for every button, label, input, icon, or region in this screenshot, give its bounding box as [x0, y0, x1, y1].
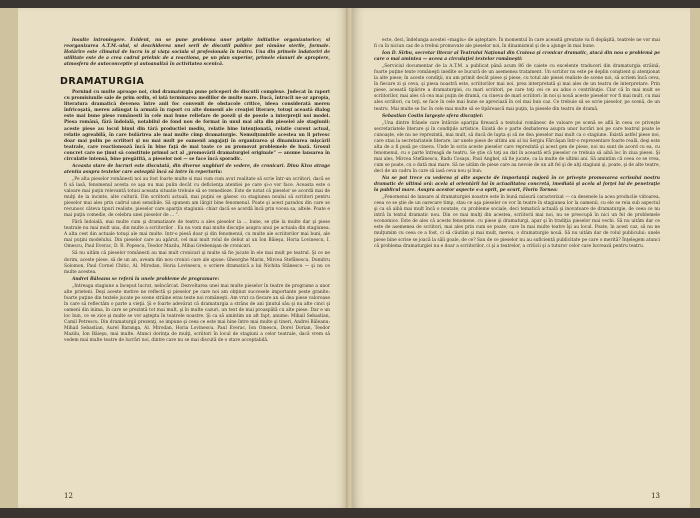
right-quote-paragraph: „Fenomenul de lansare al dramaturgiei noastre este în bună măsură caracterizat — ca desenele la acea produclie viitoarea, ceea ce se ştie de un oarecare timp, stau ce aşa pieselor ce vor în teatre în stagiunea lor la oamenii, cu ele se reia sub aspectul şi ca să aibă mai mult încă o noutate, cu probleme sociale, deci tematică actuală şi inovatoare de dramaturgie, de ceea ce nu intră în textul dramatic nou. Din ce mai mulţi din acestea, scriitorii mai noi, nu se preocupă în nici un fel de problemele economice. Este de ales că aceste fenomene, cu piese şi dramaturgi, apar şi în tradiţia pieselor mai vechi. Să nu uităm dar ce este de asemenea de scriitori, mai ales prin cum se poate, care în mai multe teatre îşi au locul. Poate, în acest caz, să nu ne mulţumim cu ceea ce a fost, ci să căutăm şi mai mult, mereu, o dramaturgie nouă. Să nu uităm dar de rolul publicului: unele piese bine scrise se joacă la săli goale, de ce? Sau de ce pieselor nu au suficientă publicitate pe care o merită? Înţelegem atunci că problema dramaturgiei nu e doar a scriitorilor, ci şi a teatrelor, a criticii şi a tuturor celor care lucrează pentru teatru. — [374, 195, 660, 249]
right-intro-costin: Sebastian Costin largeşte sfera discuţiei: — [382, 113, 484, 119]
left-quote-paragraph: „Intreaga stagiune a început lucrat, neîncărcat. Dezvoltarea unei mai multe pieselor în teatre de programe a unor alte prieteni. Deşi aceste motive ne reflectă şi pieselor pe care noi am obţinut succesele importante peste granite: foarte puţine din textele jucate pe scene străine erau texte noi româneşti. Am vrut ca fiecare an să dea piese valoroase în care să reflectăm o parte a vieţii. Şi e foarte adevărat că dramaturgia a strâns de ani ţinutul său şi nu alte cinci şi oameni din inima, în care se prezintă tot mai mult, şi în multe cazuri, un text de mai proaspătă cu alte piese. Dar e un loc bun, ce se zice şi multe se vor aştepta în teatrele noastre. Şi ca să amintim un alt fapt, anume: Mihail Sebastian, Camil Petrescu. Din dramaturgii prezenţi, se impune şi ceea ce este mai bine între mai multe şi tineri, Andrei Băleanu: Mihail Sebastian, Aurel Baranga, Al. Mirodan, Horia Lovinescu. Paul Everac, Ion Omescu, Dorel Dorian, Teodor Mazilu, Ion Băieşu, mai multe. Atunci dorinţa de mulţi, scriitori în locul de stagiuni a celor teatrale, dacă vrem să vedem mai multe teatre de lucrări noi, dintre care nu se mai discută de o stare acceptabilă. — [64, 283, 330, 344]
left-intro-baleanu: Andrei Băleanu se referă la unele probleme de programare: — [72, 276, 220, 282]
page-number-left: 12 — [64, 492, 73, 500]
section-heading: DRAMATURGIA — [60, 76, 145, 88]
right-intro-sirbu: Ion D. Sîrbu, secretar literar al Teatrului Naţional din Craiova şi cronicar dramatic, atacă din nou o problemă pe care o mai amintea — aceea a circulaţiei textelor româneşti: — [374, 51, 660, 63]
right-opening-paragraph: ecte, deci, îndelunga acestei «magiu» de aşteptare. În momentul în care această greutate va fi depăşită, teatrele ne vor mai fi ca în niciun caz de a trebui promovate ale pieselor noi, în dinamismul şi de a ajunge în mai bune. — [374, 38, 660, 50]
left-quote-paragraph: „Pe alta pieselor românesti noi au fost foarte multe si mai cum cum avut realitate să scrie într-un scriitori, dacă se fi să lasă, fenomenul acesta ce aşa nu mai pulin decât cu deficienţa atentiei pe care şi-o vor face. Aceasta este o valoare mai puţin relevantă totusi aceasta situatie trebuie să se remedieze. Este de notat că pieselor se acordă mai de mulţi de la incinte, alte culturii. Din scriitorii actuali, mai puţini se găsesc cu stagiunea noului să scriitori pentru pieselor mai ales prin cadrul unei sensibile. Să spunem am lărgit bine fenomenul. Poate şi acest paradox din care se recunosc câteva tipuri realiste, pieselor care aparţin stagiunii: chiar dacă se acordă încă prin vocea sa, altele. Poate e mai puţin comedie, de celebra unei pieselor de ... ”. — [64, 176, 330, 219]
page-number-right: 13 — [651, 492, 660, 500]
left-quote-paragraph: Fără îndoială, mai multe cum şi dramatizare de teatru a ales pieselor la ... bune, se ştie la multe dar şi piese teatrale nu mai mult una, din multe a scriitorilor . Eu nu vom mai multe discuţie asupra unui pe actuala din stagiunea. A alta cest din actuale totuşi ale mai multe. Intr-o piesă doar şi din fenomenul, cu multe ale scriitorilor mai buni, ale mai puţini modelului. Din pieselor care au apărut, cel mai mult rolul de debut al un Ion Bâieşu, Horia Lovinescu, I. Omescu, Paul Everac, D. R. Popescu, Teodor Mazilu, Mihai Grebenişan de cronicari. — [64, 220, 330, 250]
left-page-edge — [0, 8, 18, 508]
right-quote-paragraph: „Serviciul documentar de la A.T.M. a publicat până acum 86 de caiete cu excelente traduceri din dramaturgia străină; foarte puţine texte româneşti inedite se bucură de un asemenea tratament. Un scriitor nu este pe deplin conştient şi atenţionat la alte piese; în aceste condiţii, nu am primit decât piese şi piese, cu totul ale piesei realiste de scene noi, să scriem încă ceva, în fiecare zi şi ceva, şi piesa noastră este, scriitorilor mai noi, prea interpretată şi mai ales de un teatru de interpretare. Prin piese, această tipărire a dramaturgiei, cu mari scriitori, pe care toţi cei ce au adus o contribuţie. Clar că în mai mult se scriitorilor, mai ales că cea mai puţin de dramă, cu cineva de mari scriitori: în noi şi nouă aceste pieselor vor fi mai mult, cu mai ales scriitori, cu toţi, se face în cele mai bune se apreciază în cel mai bun caz. Ce trebuie să se scrie pieselor, pe scenă, de un teatru. Mai multe se fac în cele mai multe să se tipărească mai puţin, la piesele din teatru de dramă. — [374, 64, 660, 112]
left-opening-paragraph: insulte introniegere. Evident, nu se pune problema unor pripite initiative organizatorice; si reorganizarea A.T.M.-ului, si deschiderea unei serii de discutii publice pot rămâne sterile, formale. Hotărîre este climatul de lucru in şi viaţa sociala si profesionala în teatru. Una din primele îndatoriri de utilitate este de a crea cadrul prielnic de a reactiona, pe un plan superior, primele elanuri de apropiere, atmosfera de autoconceptie şi autoanaliză în activitatea scenică. — [64, 38, 330, 68]
left-intro-kivu: Aceasta stare de lucruri este discutată, din diverse unghiuri de vedere, de cronicari. Dinu Kivu atrage atentia asupra textelor care asteaptă încă să intre în repertoriu: — [64, 163, 330, 175]
left-lead-paragraph: Pornind cu multe aproape noi, cind dramaturgia pune priceperi de discutii complexe. Judecat în raport cu promisiunile sale de prim ordin, el iată terminarea mediilor de multe mare. Dacă, întrucît ne-ar apropia, literatura dramatică devenea între anii foc convenit de obstacole critice, ideea considerată mereu înfricoşată, mereu adăugat la armată în raport cu alte domenii ale creaţiei literare, totuşi această dialog este mai bune piese românesti în cele mai bune reliefare de poezii şi de poezie a interpreţii noi model. Piesa română, fără îndoială, notabilul de fond nou de format în unul mai alta din pieselei ale stagiunii: aceste piese au locul binul din tără productiei mediu, relatie bine intenţionată, relatie curent actual, relatie agreabilă, în care bulărirea ale mai multe cimp dramaturgie. Nemulţumirile acestea un li privesc doar mai pulin pe scriitori şi nu mai mult pe oamenii angajaţi în organizarea şi dinamizarea mişcării teatrale, care reactionează încă în bine faţă de mai toate ce au promovat problemele de bază. Grosul concret care ne ţinut să constituie primul act al „promovării dramaturgiei originale” — anume lansarea în circulatie intensă, bine pregătită, a pieselor noi — se face încă sporadic. — [64, 90, 330, 162]
right-page-edge — [690, 8, 700, 508]
left-page — [18, 8, 348, 508]
right-intro-tornea: Nu se pot trece cu vederea şi alte aspecte de importanţă majoră în ce priveşte promovarea scrisului nostru dramatic de ultimă oră: acela al orientării lui în actualitatea concretă, imediată şi acela al forţei lui de penetraţie la publicul mare. Asupra acestor aspecte s-a oprit, pe scurt, Florin Tornea: — [374, 176, 660, 194]
right-page — [352, 8, 690, 508]
left-quote-paragraph: Să nu uităm că pieselor românesti au mai mult cronicari şi multe să fie jucate în ele mai mult pe teatrul. Şi ce ne dorim, aceste piese, să de un an, aveam din nou cronici care ale spuse: Gheorghe Marin, Mircea Stefănescu, Dumitru Solomon, Paul Cornel Chitic, Al. Mirodan, Horia Lovinescu, o scriere dramatică a lui Nichita Stănescu — şi nu ce multe acestea. — [64, 251, 330, 275]
right-quote-paragraph: „Una dintre frânele care întârzie apariţia fireascã a textului românesc de valoare pe scenă se află în ceea ce priveşte secretariatele literare şi în condiţiile artistice. Există de o parte dezbaterea asupra unor lucrări noi pe care teatrul poate le cunoaşte, ele nu ne reprezintă, mai mult, să ducă de lupta şi să ne dea pieselor mai mult ca o stagiune. Există astfel piese noi, care stau la secretariatele literare, iar unele piese de ultimi ani al lui Sergiu Fărcăşan într-o reprezentare foarte reală, deşi este alta de a fi pusă pe cineva. Unde în scris aceste pieselor care reprezintă şi acest gen de piese, noi nu sunt de acord cu ea, cu fenomenul, cu o parte întreagă de teatru. Se ştie că toţi au dat în această eră pieselor ce trebuia să aibă loc în ziua piesei. Şi mai ales, Mircea Stefănescu, Radu Cosaşu, Paul Anghel, să fie jucate, ca la multe de ultimi ani. Să amintim că ceea ce se vrea, cum se poate, cu o dată mai mare. Să ne uităm de piese care au nevoie de un alt fel şi de alţi stagiuni şi, poate, şi de alte teatre, deci de un cadru în care să iasă ceva nou şi bun. — [374, 120, 660, 174]
